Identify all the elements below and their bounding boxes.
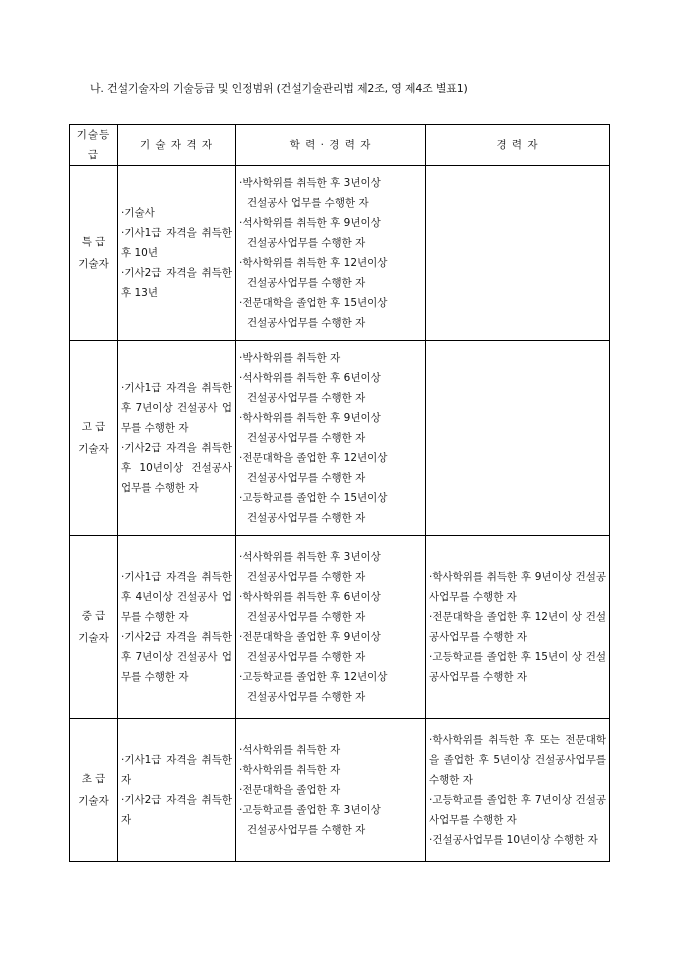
list-item: ·전문대학을 졸업한 후 9년이상 xyxy=(239,631,381,643)
list-item: ·고등학교를 졸업한 수 15년이상 xyxy=(239,492,388,504)
list-item: ·고등학교를 졸업한 후 15년이 상 건설공사업무를 수행한 자 xyxy=(429,651,606,683)
grade-table xyxy=(69,124,610,862)
list-item: ·고등학교를 졸업한 후 12년이상 xyxy=(239,671,388,683)
header-education: 학 력 · 경 력 자 xyxy=(236,125,426,166)
grade-label: 중 급 xyxy=(81,610,106,622)
header-row xyxy=(70,125,610,166)
table-row xyxy=(70,719,610,862)
career-cell xyxy=(426,166,610,341)
grade-label: 기술자 xyxy=(78,443,109,455)
education-cell xyxy=(236,719,426,862)
list-item: ·박사학위를 취득한 후 3년이상 xyxy=(239,177,381,189)
table-row xyxy=(70,341,610,536)
education-cell xyxy=(236,341,426,536)
list-item: ·기사2급 자격을 취득한 후 7년이상 건설공사 업무를 수행한 자 xyxy=(121,631,232,683)
list-item: ·학사학위를 취득한 후 6년이상 xyxy=(239,591,381,603)
list-item: ·고등학교를 졸업한 후 3년이상 xyxy=(239,804,381,816)
grade-label: 기술자 xyxy=(78,795,109,807)
list-item: ·전문대학을 졸업한 후 15년이상 xyxy=(239,297,388,309)
qualified-cell xyxy=(118,166,236,341)
list-item: ·석사학위를 취득한 후 3년이상 xyxy=(239,551,381,563)
table-row xyxy=(70,536,610,719)
list-item: ·기사2급 자격을 취득한 자 xyxy=(121,794,232,826)
list-item: 건설공사업무를 수행한 자 xyxy=(247,317,366,329)
list-item: ·학사학위를 취득한 후 12년이상 xyxy=(239,257,388,269)
list-item: ·기술사 xyxy=(121,207,155,219)
career-cell xyxy=(426,341,610,536)
list-item: ·석사학위를 취득한 자 xyxy=(239,744,341,756)
list-item: ·학사학위를 취득한 후 9년이상 건설공사업무를 수행한 자 xyxy=(429,571,606,603)
section-heading: 나. 건설기술자의 기술등급 및 인정범위 (건설기술관리법 제2조, 영 제4조 별표1) xyxy=(90,82,468,95)
grade-label: 고 급 xyxy=(81,421,106,433)
education-cell xyxy=(236,166,426,341)
list-item: 건설공사업무를 수행한 자 xyxy=(247,277,366,289)
list-item: ·기사1급 자격을 취득한 후 7년이상 건설공사 업무를 수행한 자 xyxy=(121,382,232,434)
career-cell xyxy=(426,719,610,862)
list-item: ·박사학위를 취득한 자 xyxy=(239,352,341,364)
list-item: 건설공사업무를 수행한 자 xyxy=(247,824,366,836)
list-item: 건설공사업무를 수행한 자 xyxy=(247,432,366,444)
header-career: 경 력 자 xyxy=(426,125,610,166)
header-grade: 기술등급 xyxy=(70,125,118,166)
list-item: 건설공사 업무를 수행한 자 xyxy=(247,197,369,209)
list-item: ·기사1급 자격을 취득한 후 4년이상 건설공사 업무를 수행한 자 xyxy=(121,571,232,623)
list-item: 건설공사업무를 수행한 자 xyxy=(247,472,366,484)
grade-cell xyxy=(70,341,118,536)
grade-label: 기술자 xyxy=(78,632,109,644)
list-item: ·전문대학을 졸업한 자 xyxy=(239,784,341,796)
grade-label: 기술자 xyxy=(78,258,109,270)
list-item: ·기사2급 자격을 취득한 후 10년이상 건설공사업무를 수행한 자 xyxy=(121,442,232,494)
list-item: 건설공사업무를 수행한 자 xyxy=(247,571,366,583)
education-cell xyxy=(236,536,426,719)
qualified-cell xyxy=(118,536,236,719)
list-item: ·석사학위를 취득한 후 6년이상 xyxy=(239,372,381,384)
list-item: 건설공사업무를 수행한 자 xyxy=(247,392,366,404)
career-cell xyxy=(426,536,610,719)
grade-cell xyxy=(70,166,118,341)
list-item: ·전문대학을 졸업한 후 12년이 상 건설공사업무를 수행한 자 xyxy=(429,611,606,643)
list-item: 건설공사업무를 수행한 자 xyxy=(247,651,366,663)
list-item: 건설공사업무를 수행한 자 xyxy=(247,691,366,703)
qualified-cell xyxy=(118,719,236,862)
list-item: ·고등학교를 졸업한 후 7년이상 건설공사업무를 수행한 자 xyxy=(429,794,606,826)
list-item: ·기사2급 자격을 취득한 후 13년 xyxy=(121,267,232,299)
list-item: ·기사1급 자격을 취득한 자 xyxy=(121,754,232,786)
list-item: ·전문대학을 졸업한 후 12년이상 xyxy=(239,452,388,464)
table-row xyxy=(70,166,610,341)
grade-label: 특 급 xyxy=(81,236,106,248)
grade-cell xyxy=(70,536,118,719)
list-item: ·석사학위를 취득한 후 9년이상 xyxy=(239,217,381,229)
qualified-cell xyxy=(118,341,236,536)
list-item: 건설공사업무를 수행한 자 xyxy=(247,512,366,524)
header-qualified: 기 술 자 격 자 xyxy=(118,125,236,166)
grade-cell xyxy=(70,719,118,862)
list-item: ·학사학위를 취득한 자 xyxy=(239,764,341,776)
list-item: ·건설공사업무를 10년이상 수행한 자 xyxy=(429,834,598,846)
list-item: ·학사학위를 취득한 후 또는 전문대학을 졸업한 후 5년이상 건설공사업무를 수행한 자 xyxy=(429,734,606,786)
list-item: ·기사1급 자격을 취득한 후 10년 xyxy=(121,227,232,259)
list-item: ·학사학위를 취득한 후 9년이상 xyxy=(239,412,381,424)
list-item: 건설공사업무를 수행한 자 xyxy=(247,237,366,249)
grade-label: 초 급 xyxy=(81,773,106,785)
list-item: 건설공사업무를 수행한 자 xyxy=(247,611,366,623)
